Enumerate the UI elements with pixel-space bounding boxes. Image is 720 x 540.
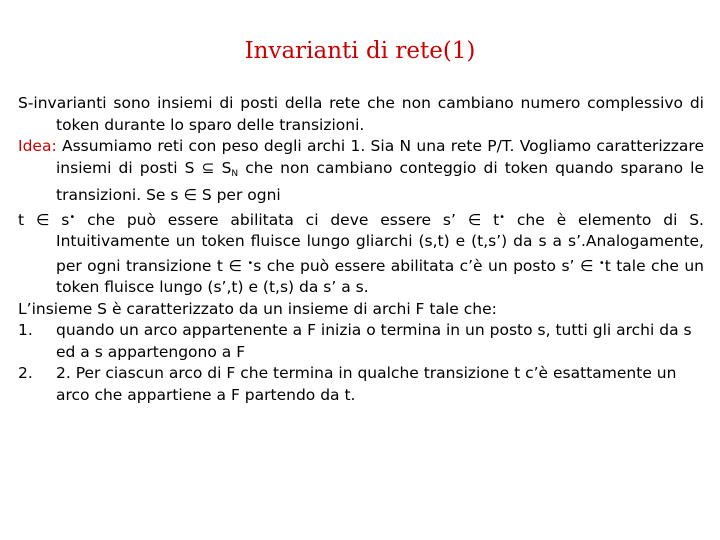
list-item (18, 363, 704, 406)
postset-dot: • (69, 211, 76, 223)
idea-text-a: Assumiamo reti con peso degli archi 1. Sia N una rete P/T. Vogliamo caratterizzare insiemi di posti S (56, 137, 704, 177)
element-of-symbol: ∈ (228, 256, 242, 275)
element-of-symbol: ∈ (35, 210, 50, 229)
definition-text: S-invarianti sono insiemi di posti della rete che non cambiano numero complessivo di token durante lo sparo delle transizioni. (18, 94, 704, 134)
postset-dot: • (499, 211, 506, 223)
idea-text-b: che non cambiano conteggio di token quando sparano le transizioni. Se s (56, 158, 704, 204)
list-item (18, 320, 704, 363)
list-number: 2. (18, 364, 33, 382)
list-text: quando un arco appartenente a F inizia o termina in un posto s, tutti gli archi da s ed a s appartengono a F (56, 321, 692, 361)
element-of-symbol: ∈ (183, 186, 197, 204)
idea-label: Idea: (18, 137, 57, 155)
paragraph-flow (18, 207, 704, 299)
element-of-symbol: ∈ (579, 256, 594, 275)
paragraph-characterization: L’insieme S è caratterizzato da un insieme di archi F tale che: (18, 299, 497, 318)
flow-text-a: t (18, 210, 36, 229)
flow-text-d: t (481, 210, 500, 229)
element-of-symbol: ∈ (467, 210, 482, 229)
slide-body (18, 93, 704, 406)
preset-dot: • (247, 257, 254, 269)
preset-dot: • (598, 257, 605, 269)
subscript-n: N (231, 168, 239, 179)
s-symbol: S (214, 158, 232, 177)
flow-text-b: s (49, 210, 70, 229)
subseteq-symbol: ⊆ (201, 158, 215, 177)
list-number: 1. (18, 321, 33, 339)
flow-text-g: t tale che un token fluisce lungo (s’,t) e (t,s) da s’ a s. (56, 256, 704, 296)
flow-text-e: che è elemento di S. Intuitivamente un token fluisce lungo gliarchi (s,t) e (t,s’) da s a s’.Analogamente, per ogni transizione t (56, 210, 704, 275)
idea-text-c: S per ogni (196, 186, 281, 204)
flow-text-f: s che può essere abilitata c’è un posto s’ (253, 256, 580, 275)
paragraph-definition (18, 93, 704, 136)
list-text: 2. Per ciascun arco di F che termina in qualche transizione t c’è esattamente un arco che appartiene a F partendo da t. (56, 364, 677, 404)
flow-text-c: che può essere abilitata ci deve essere s’ (75, 210, 468, 229)
slide-title: Invarianti di rete(1) (244, 38, 476, 64)
paragraph-idea (18, 136, 704, 207)
